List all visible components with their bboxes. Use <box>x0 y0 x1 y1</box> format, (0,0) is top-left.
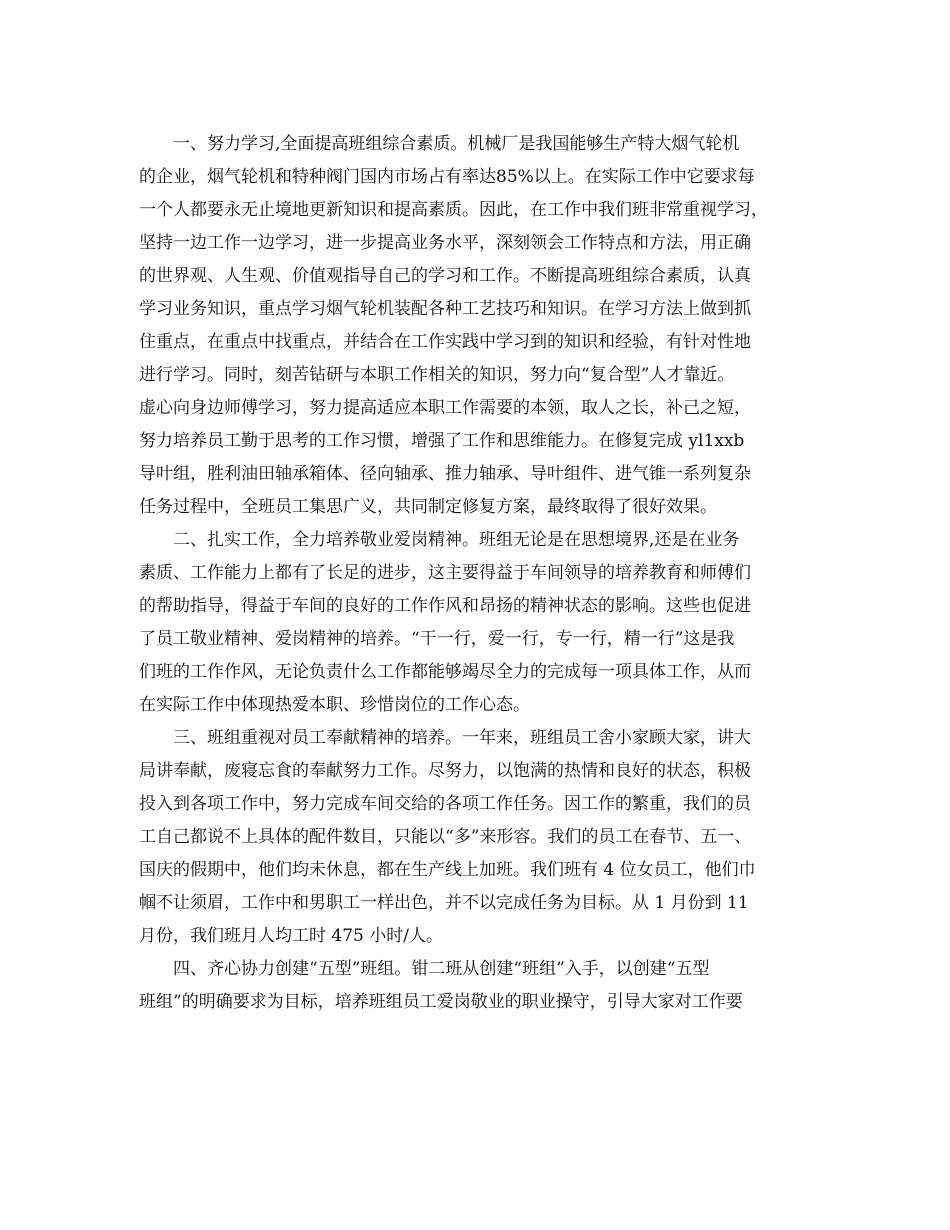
text-line: 虚心向身边师傅学习，努力提高适应本职工作需要的本领，取人之长，补己之短， <box>139 398 751 418</box>
paragraph-4 <box>139 953 819 1019</box>
text-line: 二、扎实工作，全力培养敬业爱岗精神。班组无论是在思想境界,还是在业务 <box>139 530 740 550</box>
text-line: 导叶组，胜利油田轴承箱体、径向轴承、推力轴承、导叶组件、进气锥一系列复杂 <box>139 464 751 484</box>
text-line: 三、班组重视对员工奉献精神的培养。一年来，班组员工舍小家顾大家，讲大 <box>139 728 751 748</box>
text-line: 进行学习。同时，刻苦钻研与本职工作相关的知识，努力向“复合型”人才靠近。 <box>139 365 735 385</box>
text-line: 四、齐心协力创建“五型”班组。钳二班从创建“班组”入手，以创建“五型 <box>139 959 710 979</box>
text-line: 们班的工作作风，无论负责什么工作都能够竭尽全力的完成每一项具体工作，从而 <box>139 662 751 682</box>
paragraph-3 <box>139 722 819 953</box>
text-line: 的企业，烟气轮机和特种阀门国内市场占有率达85%以上。在实际工作中它要求每 <box>139 167 755 187</box>
text-line: 坚持一边工作一边学习，进一步提高业务水平，深刻领会工作特点和方法，用正确 <box>139 233 751 253</box>
text-line: 国庆的假期中，他们均未休息，都在生产线上加班。我们班有 4 位女员工，他们巾 <box>139 860 756 880</box>
text-line: 帼不让须眉，工作中和男职工一样出色，并不以完成任务为目标。从 1 月份到 11 <box>139 893 749 913</box>
text-line: 的世界观、人生观、价值观指导自己的学习和工作。不断提高班组综合素质，认真 <box>139 266 751 286</box>
text-line: 住重点，在重点中找重点，并结合在工作实践中学习到的知识和经验，有针对性地 <box>139 332 751 352</box>
text-line: 学习业务知识，重点学习烟气轮机装配各种工艺技巧和知识。在学习方法上做到抓 <box>139 299 751 319</box>
text-line: 局讲奉献，废寝忘食的奉献努力工作。尽努力，以饱满的热情和良好的状态，积极 <box>139 761 751 781</box>
text-line: 工自己都说不上具体的配件数目，只能以“多”来形容。我们的员工在春节、五一、 <box>139 827 752 847</box>
text-line: 了员工敬业精神、爱岗精神的培养。“干一行，爱一行，专一行，精一行”这是我 <box>139 629 735 649</box>
text-line: 一、努力学习,全面提高班组综合素质。机械厂是我国能够生产特大烟气轮机 <box>139 134 740 154</box>
text-line: 的帮助指导，得益于车间的良好的工作作风和昂扬的精神状态的影响。这些也促进 <box>139 596 751 616</box>
text-line: 在实际工作中体现热爱本职、珍惜岗位的工作心态。 <box>139 695 530 715</box>
paragraph-1 <box>139 128 819 524</box>
text-line: 月份，我们班月人均工时 475 小时/人。 <box>139 926 443 946</box>
text-line: 努力培养员工勤于思考的工作习惯，增强了工作和思维能力。在修复完成 yl1xxb <box>139 431 745 451</box>
text-line: 任务过程中，全班员工集思广义，共同制定修复方案，最终取得了很好效果。 <box>139 497 717 517</box>
paragraph-2 <box>139 524 819 722</box>
text-line: 班组”的明确要求为目标，培养班组员工爱岗敬业的职业操守，引导大家对工作要 <box>139 992 743 1012</box>
document-body <box>139 128 819 1019</box>
text-line: 一个人都要永无止境地更新知识和提高素质。因此，在工作中我们班非常重视学习， <box>139 200 768 220</box>
text-line: 投入到各项工作中，努力完成车间交给的各项工作任务。因工作的繁重，我们的员 <box>139 794 751 814</box>
text-line: 素质、工作能力上都有了长足的进步，这主要得益于车间领导的培养教育和师傅们 <box>139 563 751 583</box>
